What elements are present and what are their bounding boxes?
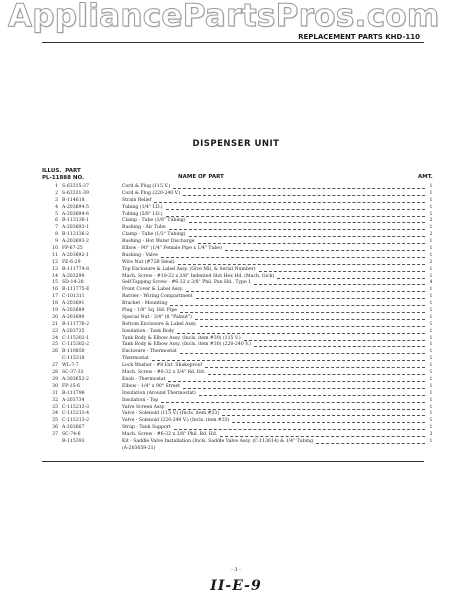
no-label: NO. [72, 175, 85, 181]
part-number: B-110850 [62, 349, 85, 355]
illus-number: 20 [52, 314, 58, 320]
illus-number: 1 [55, 184, 58, 189]
table-row [0, 315, 472, 322]
leader-dashes [178, 264, 425, 265]
leader-dashes [168, 381, 425, 382]
table-row [0, 384, 472, 391]
illus-number: 4 [55, 204, 58, 210]
part-amount: 3 [429, 432, 433, 438]
part-name: Elbow - 1/4" x 90° Street [122, 383, 181, 389]
part-number: A-203690 [62, 314, 85, 320]
illus-number: 19 [52, 308, 58, 314]
leader-dashes [254, 284, 425, 285]
column-header-amt: AMT. [418, 174, 433, 180]
table-row [0, 377, 472, 384]
part-name: Insulation (Around Thermostat) [122, 390, 196, 396]
part-name: Enclosure - Thermostat [122, 349, 177, 355]
leader-dashes [198, 243, 425, 244]
illus-number: 32 [52, 397, 58, 403]
handwritten-note: II-E-9 [210, 578, 262, 594]
part-amount: 1 [429, 363, 433, 369]
part-name: Top Enclosure & Label Assy. (Give Mil. & Serial Number) [122, 266, 256, 272]
part-amount: 1 [429, 314, 433, 320]
illus-number: 30 [52, 383, 58, 389]
leader-dashes [180, 312, 425, 313]
leader-dashes [277, 278, 425, 279]
part-name: Special Nut - 3/4" (8 "Palnut") [122, 314, 192, 320]
part-amount: 1 [429, 356, 433, 362]
table-row [0, 267, 472, 274]
part-number: C-115213-2 [62, 418, 90, 424]
part-amount: 1 [429, 204, 433, 210]
illus-number: 27 [52, 363, 58, 369]
table-row [0, 239, 472, 246]
illus-number: 17 [52, 294, 58, 300]
part-label: PART [65, 168, 81, 174]
table-row [0, 398, 472, 405]
part-number: B-111775-E [62, 287, 90, 293]
leader-dashes [161, 402, 425, 403]
part-number: A-203692-1 [62, 252, 89, 258]
illus-number: 24 [52, 335, 58, 341]
part-number: A-203735 [62, 328, 85, 334]
part-name: Knob - Thermostat [122, 376, 166, 382]
illus-number: 3 [55, 197, 58, 203]
part-name: Bushing - Air Tube [122, 225, 166, 231]
illus-number: 37 [52, 432, 58, 438]
part-amount: 2 [429, 232, 433, 238]
table-row [0, 391, 472, 398]
part-name: Lock Washer - #8 Ext. Shakeproof [122, 363, 203, 369]
part-amount: 1 [429, 383, 433, 389]
part-number: B-113136-1 [62, 218, 90, 224]
page-number: - 3 - [231, 567, 241, 573]
table-row [0, 329, 472, 336]
illus-number: 18 [52, 301, 58, 307]
part-name: Kit - Saddle Valve Installation (Incls. Saddle Valve Assy. (C-113614) & 1/4" Tubing [122, 438, 314, 444]
leader-dashes [161, 257, 425, 258]
table-row [0, 363, 472, 370]
leader-dashes [180, 353, 425, 354]
leader-dashes [316, 443, 425, 444]
leader-dashes [183, 388, 425, 389]
part-name: Tubing (1/4" I.D.) [122, 204, 163, 210]
leader-dashes [222, 415, 425, 416]
leader-dashes [196, 298, 425, 299]
column-header-illus [42, 168, 84, 182]
part-name: Plug - 1/8" Sq. Hd. Pipe [122, 308, 177, 314]
table-row [0, 260, 472, 267]
part-number: A-203689 [62, 308, 85, 314]
part-amount: 1 [429, 370, 433, 376]
illus-number: 2 [55, 190, 58, 196]
part-name: Valve - Solenoid (220-240 V.) (Incls. item #33) [122, 418, 230, 424]
illus-number: 13 [52, 266, 58, 272]
table-row [0, 432, 472, 439]
part-amount: 1 [429, 404, 433, 410]
table-row [0, 253, 472, 260]
table-row [0, 246, 472, 253]
leader-dashes [208, 374, 425, 375]
illus-number: 14 [52, 273, 58, 279]
part-number: B-111776-2 [62, 321, 90, 327]
part-name: Tubing (5/8" I.D.) [122, 211, 163, 217]
table-row [0, 198, 472, 205]
illus-number: 16 [52, 287, 58, 293]
leader-dashes [169, 229, 425, 230]
parts-list [0, 184, 472, 453]
illus-number: 35 [52, 418, 58, 424]
part-amount: 1 [429, 390, 433, 396]
part-name: Strain Relief [122, 197, 152, 203]
part-name: Valve Screen Assy. [122, 404, 166, 410]
leader-dashes [205, 367, 425, 368]
illus-number: 8 [55, 232, 58, 238]
part-number: B-111796 [62, 390, 85, 396]
part-amount: 1 [429, 349, 433, 355]
part-name: Bottom Enclosure & Label Assy. [122, 321, 197, 327]
illus-number: 36 [52, 425, 58, 431]
illus-label: ILLUS. [42, 168, 62, 174]
part-number: SC-74-6 [62, 432, 81, 438]
leader-dashes [154, 202, 425, 203]
part-amount: 1 [429, 301, 433, 307]
part-name: Mach. Screw - #8-32 x 3/4" Rd. Hd. [122, 370, 206, 376]
leader-dashes [186, 291, 425, 292]
part-name: Wire Nut (#72B Ideal) [122, 259, 175, 265]
illus-number: 10 [52, 246, 58, 252]
part-amount: 1 [429, 376, 433, 382]
part-amount: 4 [429, 280, 433, 286]
part-amount: 1 [429, 425, 433, 431]
illus-number: 29 [52, 376, 58, 382]
table-row [0, 301, 472, 308]
illus-number: 6 [55, 218, 58, 224]
part-number: C-115302-2 [62, 342, 90, 348]
part-name: Cord & Plug (220-240 V.) [122, 190, 181, 196]
leader-dashes [174, 429, 425, 430]
leader-dashes [166, 216, 425, 217]
leader-dashes [220, 436, 425, 437]
leader-dashes [225, 250, 425, 251]
leader-dashes [152, 360, 425, 361]
part-name: Tank Body & Elbow Assy. (Incls. item #30) (220-240 V.) [122, 342, 251, 348]
illus-number: 15 [52, 280, 58, 286]
part-number: A-203694-5 [62, 204, 89, 210]
leader-dashes [232, 422, 425, 423]
part-number: WL-7-7 [62, 363, 79, 369]
part-name: Strap - Tank Support [122, 425, 171, 431]
table-row [0, 308, 472, 315]
part-number: A-303652-2 [62, 376, 89, 382]
part-amount: 1 [429, 308, 433, 314]
part-amount: 1 [429, 184, 433, 189]
part-name: Clamp - Tube (1/2" Tubing) [122, 232, 186, 238]
leader-dashes [177, 333, 425, 334]
table-row [0, 439, 472, 446]
page-header: REPLACEMENT PARTS KHD-110 [298, 33, 420, 41]
part-number: C-115213-3 [62, 404, 90, 410]
table-row [0, 184, 472, 191]
part-name: (A-203659-21) [122, 445, 156, 451]
part-amount: 1 [429, 211, 433, 217]
table-row [0, 446, 472, 453]
leader-dashes [166, 209, 425, 210]
part-name: Bushing - Valve [122, 252, 158, 258]
part-amount: 1 [429, 266, 433, 272]
part-name: Insulation - Top [122, 397, 159, 403]
part-number: A-203734 [62, 397, 85, 403]
part-number: FE-6-29 [62, 259, 81, 265]
part-number: A-203667 [62, 425, 85, 431]
part-number: A-203299 [62, 273, 85, 279]
illus-number: 31 [52, 390, 58, 396]
part-number: B-115393 [62, 438, 85, 444]
part-amount: 1 [429, 239, 433, 245]
part-number: B-111774-8 [62, 266, 90, 272]
leader-dashes [189, 222, 425, 223]
part-number: FP-15-6 [62, 383, 80, 389]
part-amount: 1 [429, 190, 433, 196]
column-header-name: NAME OF PART [178, 174, 224, 180]
part-number: S-63331-39 [62, 190, 89, 196]
part-amount: 1 [429, 197, 433, 203]
part-number: C-115318 [62, 356, 85, 362]
part-amount: 1 [429, 438, 433, 444]
part-number: SC-37-33 [62, 370, 84, 376]
part-amount: 1 [429, 225, 433, 231]
leader-dashes [244, 340, 425, 341]
table-row [0, 191, 472, 198]
part-name: Mach. Screw - #6-32 x 3/8" Phil. Rd. Hd. [122, 432, 218, 438]
part-name: Mach. Screw - #10-32 x 3/8" Indented Slot Hex Hd. (Mach. Gick) [122, 273, 275, 279]
header-rule [42, 42, 424, 43]
leader-dashes [173, 188, 425, 189]
footer-rule [42, 461, 424, 462]
watermark-logo: AppliancePartsPros.com [8, 0, 440, 34]
part-amount: 1 [429, 411, 433, 417]
part-name: Valve - Solenoid (115 V.) (Incls. item #33) [122, 411, 220, 417]
illus-number: 25 [52, 342, 58, 348]
part-amount: 1 [429, 397, 433, 403]
part-amount: 1 [429, 273, 433, 279]
part-name: Insulation - Tank Body [122, 328, 175, 334]
illus-number: 9 [55, 239, 58, 245]
part-name: Clamp - Tube (3/8" Tubing) [122, 218, 186, 224]
part-name: Tank Body & Elbow Assy. (Incls. item #30) (115 V.) [122, 335, 241, 341]
part-name: Barrier - Wiring Compartment [122, 294, 193, 300]
part-number: A-203693-2 [62, 239, 89, 245]
table-row [0, 370, 472, 377]
part-name: Elbow - 90° (1/4" Female Pipe x 1/4" Tube) [122, 246, 222, 252]
part-number: A-203691 [62, 301, 85, 307]
part-name: Bushing - Hot Water Discharge [122, 239, 195, 245]
leader-dashes [259, 271, 425, 272]
part-number: C-101311 [62, 294, 85, 300]
table-row [0, 205, 472, 212]
part-number: A-203693-1 [62, 225, 89, 231]
part-number: FP-67-25 [62, 246, 83, 252]
illus-number: 5 [55, 211, 58, 217]
part-name: Front Cover & Label Assy. [122, 287, 184, 293]
part-amount: 1 [429, 246, 433, 252]
part-number: B-113136-2 [62, 232, 90, 238]
section-title: DISPENSER UNIT [192, 139, 280, 149]
part-amount: 1 [429, 252, 433, 258]
part-name: Bracket - Mounting [122, 301, 168, 307]
part-name: Cord & Plug (115 V.) [122, 184, 171, 189]
illus-number: 21 [52, 321, 58, 327]
leader-dashes [195, 319, 425, 320]
part-number: B-114618 [62, 197, 85, 203]
part-number: SD-14-28 [62, 280, 84, 286]
pl-label: PL-11888 [42, 175, 71, 181]
part-amount: 1 [429, 418, 433, 424]
part-amount: 1 [429, 321, 433, 327]
table-row [0, 322, 472, 329]
leader-dashes [199, 395, 425, 396]
part-amount: 1 [429, 328, 433, 334]
illus-number: 26 [52, 349, 58, 355]
part-name: Self-Tapping Screw - #6-32 x 3/8" Phil. Pan Hd., Type 1 [122, 280, 252, 286]
leader-dashes [183, 195, 425, 196]
illus-number: 11 [52, 252, 58, 258]
leader-dashes [189, 236, 425, 237]
illus-number: 33 [52, 404, 58, 410]
part-amount: 2 [429, 259, 433, 265]
part-name: Thermostat [122, 356, 149, 362]
illus-number: 28 [52, 370, 58, 376]
part-amount: 1 [429, 294, 433, 300]
part-amount: 1 [429, 342, 433, 348]
part-amount: 1 [429, 287, 433, 293]
illus-number: 7 [55, 225, 58, 231]
leader-dashes [168, 409, 425, 410]
illus-number: 23 [52, 328, 58, 334]
leader-dashes [170, 305, 425, 306]
part-number: S-63315-37 [62, 184, 89, 189]
part-number: C-115213-4 [62, 411, 90, 417]
leader-dashes [254, 346, 425, 347]
illus-number: 12 [52, 259, 58, 265]
part-amount: 1 [429, 335, 433, 341]
part-number: C-115302-1 [62, 335, 90, 341]
illus-number: 34 [52, 411, 58, 417]
part-number: A-203694-6 [62, 211, 89, 217]
leader-dashes [200, 326, 425, 327]
part-amount: 2 [429, 218, 433, 224]
